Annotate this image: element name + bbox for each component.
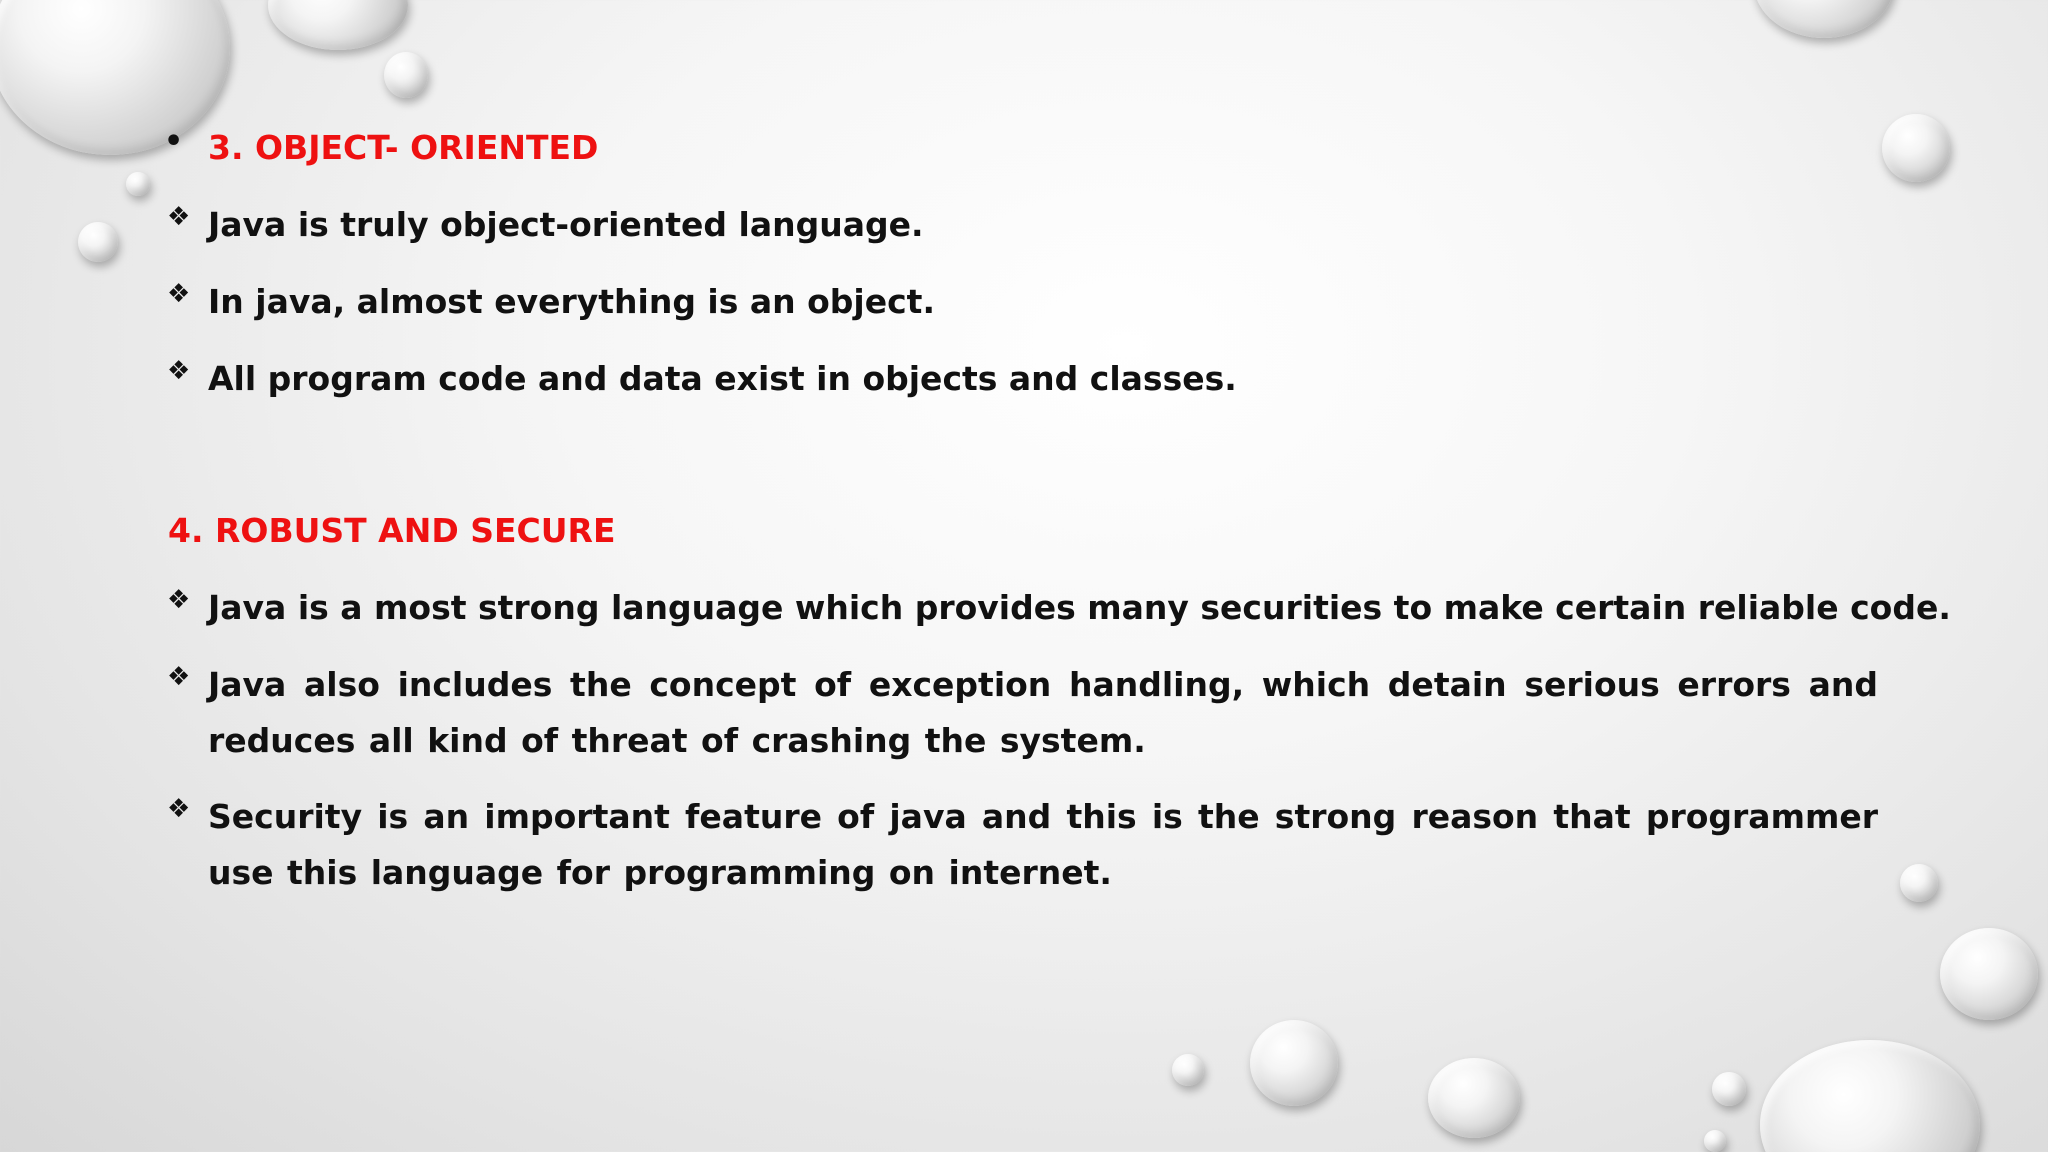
water-droplet-decoration — [1760, 1040, 1980, 1152]
section3-point-text: Java is truly object-oriented language. — [208, 205, 924, 244]
water-droplet-decoration — [268, 0, 408, 50]
water-droplet-decoration — [1754, 0, 1894, 38]
water-droplet-decoration — [1940, 928, 2038, 1020]
water-droplet-decoration — [384, 52, 428, 98]
water-droplet-decoration — [1172, 1054, 1204, 1086]
water-droplet-decoration — [1428, 1058, 1520, 1138]
four-diamond-bullet-icon: ❖ — [167, 662, 191, 692]
four-diamond-bullet-icon: ❖ — [167, 585, 191, 615]
water-droplet-decoration — [0, 0, 230, 155]
water-droplet-decoration — [1704, 1130, 1726, 1152]
water-droplet-decoration — [1250, 1020, 1338, 1106]
section4-heading: 4. ROBUST AND SECURE — [168, 511, 616, 550]
section4-point-text: Security is an important feature of java and this is the strong reason that programmer use this language for programming on internet. — [208, 797, 1878, 892]
water-droplet-decoration — [1882, 114, 1950, 182]
section3-point-text: In java, almost everything is an object. — [208, 282, 935, 321]
section3-heading: 3. OBJECT- ORIENTED — [208, 128, 599, 167]
four-diamond-bullet-icon: ❖ — [167, 794, 191, 824]
water-droplet-decoration — [1900, 864, 1938, 902]
water-droplet-decoration — [1712, 1072, 1746, 1106]
four-diamond-bullet-icon: ❖ — [167, 356, 191, 386]
water-droplet-decoration — [78, 222, 118, 262]
round-bullet-icon: • — [164, 124, 184, 159]
section4-point-text: Java also includes the concept of exception handling, which detain serious errors and reduces all kind of threat of crashing the system. — [208, 665, 1878, 760]
four-diamond-bullet-icon: ❖ — [167, 202, 191, 232]
four-diamond-bullet-icon: ❖ — [167, 279, 191, 309]
water-droplet-decoration — [126, 172, 150, 196]
section4-point-text: Java is a most strong language which provides many securities to make certain reliable code. — [208, 588, 1951, 627]
section3-point-text: All program code and data exist in objects and classes. — [208, 359, 1237, 398]
